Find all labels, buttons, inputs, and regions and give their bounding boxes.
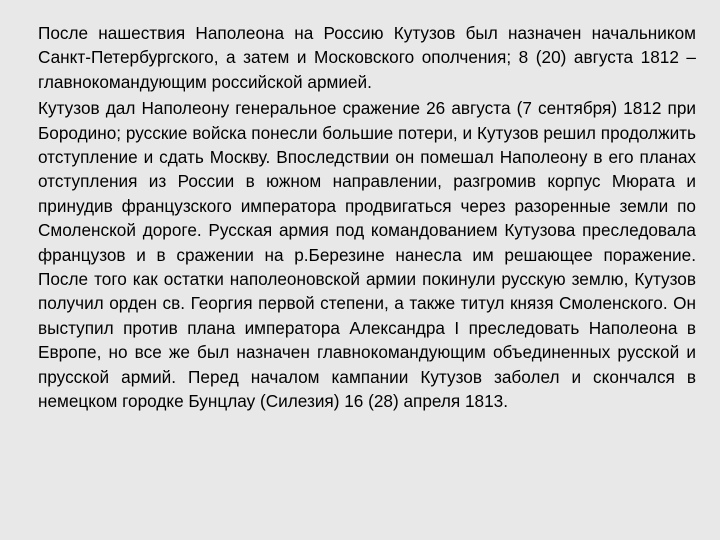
document-page: [38, 21, 696, 414]
paragraph-appointment: После нашествия Наполеона на Россию Кутузов был назначен начальником Санкт-Петербургского, а затем и Московского ополчения; 8 (20) августа 1812 – главнокомандующим российской армией.: [38, 23, 696, 92]
paragraph-borodino-and-campaign: Кутузов дал Наполеону генеральное сражение 26 августа (7 сентября) 1812 при Бородино; русские войска понесли большие потери, и Кутузов решил продолжить отступление и сдать Москву. Впоследствии он помешал Наполеону в его планах отступления из России в южном направлении, разгромив корпус Мюрата и принудив французского императора продвигаться через разоренные земли по Смоленской дороге. Русская армия под командованием Кутузова преследовала французов и в сражении на р.Березине нанесла им решающее поражение. После того как остатки наполеоновской армии покинули русскую землю, Кутузов получил орден св. Георгия первой степени, а также титул князя Смоленского. Он выступил против плана императора Александра I преследовать Наполеона в Европе, но все же был назначен главнокомандующим объединенных русской и прусской армий. Перед началом кампании Кутузов заболел и скончался в немецком городке Бунцлау (Силезия) 16 (28) апреля 1813.: [38, 98, 696, 412]
